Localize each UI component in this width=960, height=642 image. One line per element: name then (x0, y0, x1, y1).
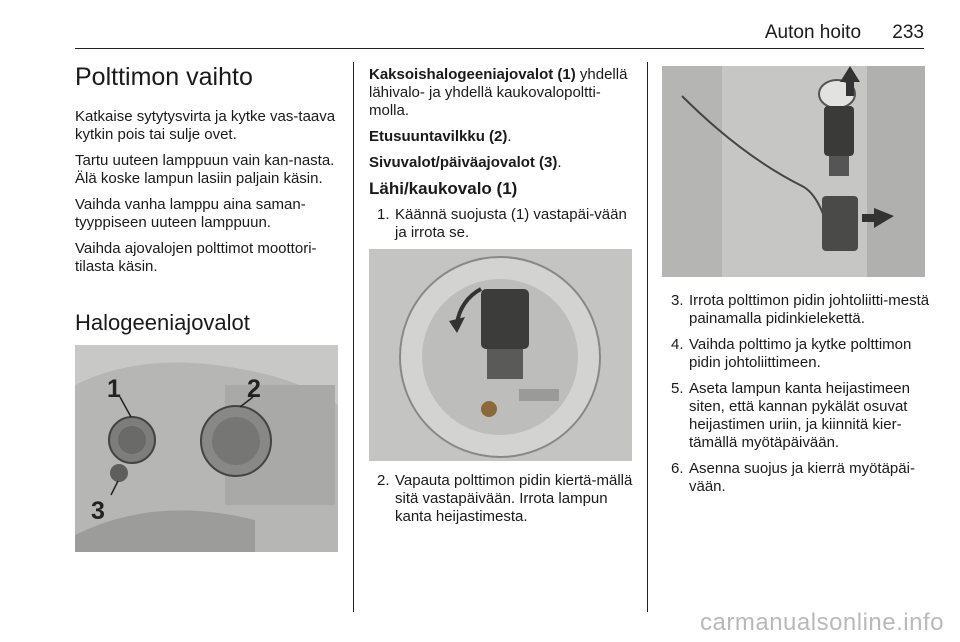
bulb-holder-figure (662, 66, 925, 277)
column-divider (647, 62, 648, 612)
bulb-holder-illustration (662, 66, 925, 277)
lamp-item-label: Etusuuntavilkku (2) (369, 128, 508, 145)
middle-steps-cont (369, 472, 639, 534)
step-number: 5. (671, 380, 684, 397)
step-number: 1. (377, 206, 390, 223)
steps-list (369, 472, 639, 526)
column-divider (353, 62, 354, 612)
lamp-item: Sivuvalot/päiväajovalot (3). (369, 154, 562, 171)
middle-column (369, 66, 639, 250)
subsection-heading: Lähi/kaukovalo (1) (369, 179, 518, 198)
steps-list (663, 292, 933, 496)
section-title: Auton hoito (764, 22, 862, 43)
intro-text (75, 108, 343, 284)
lamp-item: Etusuuntavilkku (2). (369, 128, 512, 145)
step-item (663, 460, 933, 496)
paragraph: Vaihda ajovalojen polttimot moottori-tilasta käsin. (75, 240, 317, 275)
bulb-cover-illustration (369, 249, 632, 461)
lamp-type-desc: yhdellä lähivalo- ja yhdellä kaukovalopoltti-molla. (369, 66, 628, 119)
step-text: Vaihda polttimo ja kytke polttimon pidin johtoliittimeen. (689, 336, 912, 371)
callout-label: 2 (247, 375, 261, 403)
page-header (765, 22, 924, 44)
steps-list (369, 206, 639, 242)
watermark-text: carmanualsonline.info (700, 609, 944, 636)
section-heading: Halogeeniajovalot (75, 310, 250, 335)
bulb-cover-figure (369, 249, 632, 461)
headlamp-figure (75, 345, 338, 552)
step-item (369, 206, 639, 242)
step-text: Käännä suojusta (1) vastapäi-vään ja irrota se. (395, 206, 627, 241)
header-rule (75, 48, 924, 49)
paragraph: Tartu uuteen lamppuun vain kan-nasta. Älä koske lampun lasiin paljain käsin. (75, 152, 335, 187)
lamp-types (369, 66, 639, 120)
step-text: Asenna suojus ja kierrä myötäpäi-vään. (689, 460, 915, 495)
callout-label: 3 (91, 497, 105, 525)
page-title: Polttimon vaihto (75, 63, 253, 91)
paragraph: Vaihda vanha lamppu aina saman-tyyppiseen uuteen lamppuun. (75, 196, 306, 231)
lamp-type-bold: Kaksoishalogeeniajovalot (1) (369, 66, 576, 83)
step-text: Vapauta polttimon pidin kiertä-mällä sitä vastapäivään. Irrota lampun kanta heijastimesta. (395, 472, 633, 525)
step-number: 3. (671, 292, 684, 309)
step-text: Irrota polttimon pidin johtoliitti-mestä painamalla pidinkielekettä. (689, 292, 930, 327)
paragraph: Katkaise sytytysvirta ja kytke vas-taava kytkin pois tai sulje ovet. (75, 108, 336, 143)
callout-label: 1 (107, 375, 121, 403)
page-number: 233 (892, 22, 924, 43)
step-item (369, 472, 639, 526)
step-number: 2. (377, 472, 390, 489)
step-text: Aseta lampun kanta heijastimeen siten, että kannan pykälät osuvat heijastimen uriin, ja kiinnitä kier-tämällä myötäpäivään. (689, 380, 910, 451)
step-item (663, 336, 933, 372)
lamp-item-label: Sivuvalot/päiväajovalot (3) (369, 154, 558, 171)
step-item (663, 292, 933, 328)
step-number: 6. (671, 460, 684, 477)
step-item (663, 380, 933, 452)
step-number: 4. (671, 336, 684, 353)
right-column (663, 292, 933, 504)
